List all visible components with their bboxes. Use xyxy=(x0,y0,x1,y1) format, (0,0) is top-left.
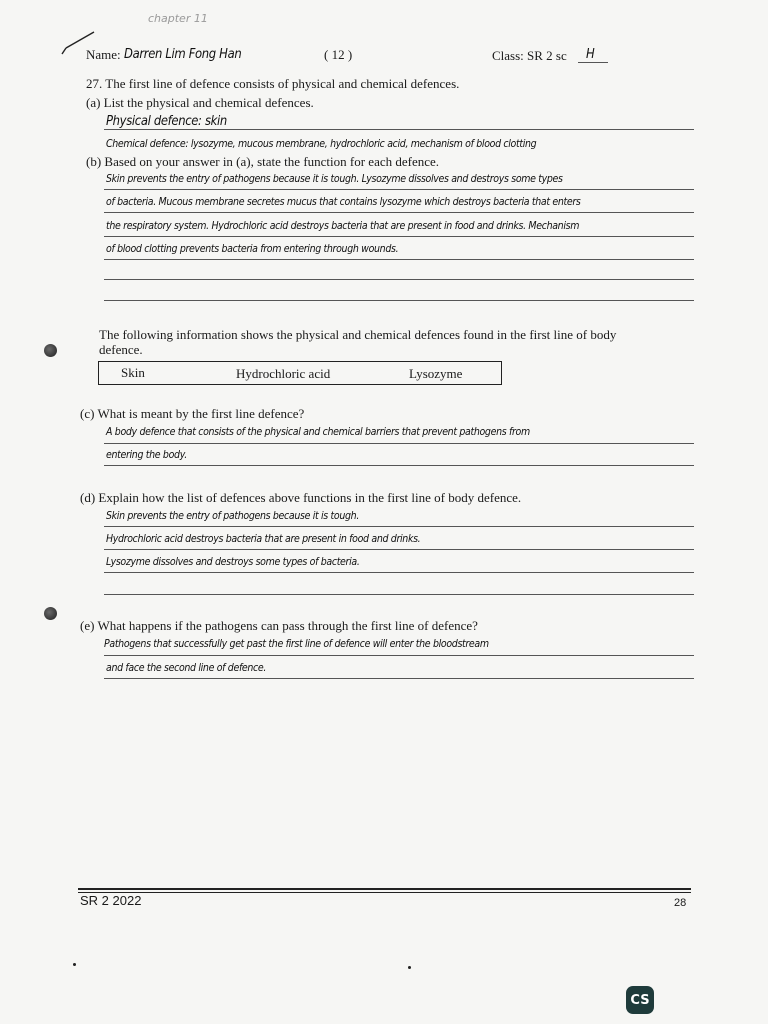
q27c-answer-line: A body defence that consists of the physical and chemical barriers that prevent pathogens from xyxy=(106,425,530,438)
answer-rule xyxy=(104,236,694,237)
q27e-prompt: (e) What happens if the pathogens can pass through the first line of defence? xyxy=(80,618,478,633)
answer-rule xyxy=(104,572,694,573)
q27d-prompt: (d) Explain how the list of defences above functions in the first line of body defence. xyxy=(80,490,522,505)
answer-rule xyxy=(104,300,694,301)
q27c-answer-line: entering the body. xyxy=(106,448,187,461)
name-value: Darren Lim Fong Han xyxy=(124,46,242,62)
footer-left: SR 2 2022 xyxy=(80,893,142,908)
answer-rule xyxy=(104,279,694,280)
q27b-answer-line: Skin prevents the entry of pathogens because it is tough. Lysozyme dissolves and destroys some types xyxy=(106,172,563,185)
answer-rule xyxy=(104,678,694,679)
answer-rule xyxy=(104,594,694,595)
speck xyxy=(408,966,411,969)
q27e-answer-line: and face the second line of defence. xyxy=(106,661,267,674)
info-line: defence. xyxy=(99,342,143,357)
speck xyxy=(73,963,76,966)
class-value: H xyxy=(586,46,595,62)
q27c-prompt: (c) What is meant by the first line defence? xyxy=(80,406,305,421)
pencil-note: chapter 11 xyxy=(148,12,208,25)
answer-rule xyxy=(104,465,694,466)
q27a-prompt: (a) List the physical and chemical defences. xyxy=(86,95,314,110)
answer-rule xyxy=(104,259,694,260)
defence-item: Lysozyme xyxy=(409,366,463,381)
answer-rule xyxy=(104,526,694,527)
q27b-prompt: (b) Based on your answer in (a), state the function for each defence. xyxy=(86,154,440,169)
binder-hole xyxy=(44,607,57,620)
q27e-answer-line: Pathogens that successfully get past the first line of defence will enter the bloodstream xyxy=(104,637,489,650)
answer-rule xyxy=(104,549,694,550)
footer-rule xyxy=(78,888,691,890)
answer-rule xyxy=(104,189,694,190)
footer-rule xyxy=(78,892,691,893)
answer-rule xyxy=(104,443,694,444)
q27b-answer-line: the respiratory system. Hydrochloric acid destroys bacteria that are present in food and drinks. Mechanism xyxy=(106,219,580,232)
binder-hole xyxy=(44,344,57,357)
class-label: Class: SR 2 sc xyxy=(492,48,567,63)
answer-rule xyxy=(104,212,694,213)
defences-box xyxy=(98,361,502,385)
defence-item: Hydrochloric acid xyxy=(236,366,331,381)
name-label: Name: xyxy=(86,47,121,62)
q27b-answer-line: of bacteria. Mucous membrane secretes mucus that contains lysozyme which destroys bacteria that enters xyxy=(106,195,581,208)
q27d-answer-line: Hydrochloric acid destroys bacteria that are present in food and drinks. xyxy=(106,532,421,545)
q27-intro: 27. The first line of defence consists of physical and chemical defences. xyxy=(86,76,460,91)
q27d-answer-line: Lysozyme dissolves and destroys some types of bacteria. xyxy=(106,555,360,568)
q27b-answer-line: of blood clotting prevents bacteria from entering through wounds. xyxy=(106,242,399,255)
q27a-answer-line: Chemical defence: lysozyme, mucous membrane, hydrochloric acid, mechanism of blood clotting xyxy=(106,137,537,150)
info-line: The following information shows the physical and chemical defences found in the first line of body xyxy=(99,327,617,342)
score: ( 12 ) xyxy=(324,47,353,62)
answer-rule xyxy=(104,129,694,130)
camscanner-logo-icon: CS xyxy=(626,986,654,1014)
page-number: 28 xyxy=(674,897,687,909)
defence-item: Skin xyxy=(121,365,145,380)
q27a-answer-line: Physical defence: skin xyxy=(106,113,227,129)
answer-rule xyxy=(104,655,694,656)
q27d-answer-line: Skin prevents the entry of pathogens because it is tough. xyxy=(106,509,360,522)
class-underline xyxy=(578,62,608,63)
